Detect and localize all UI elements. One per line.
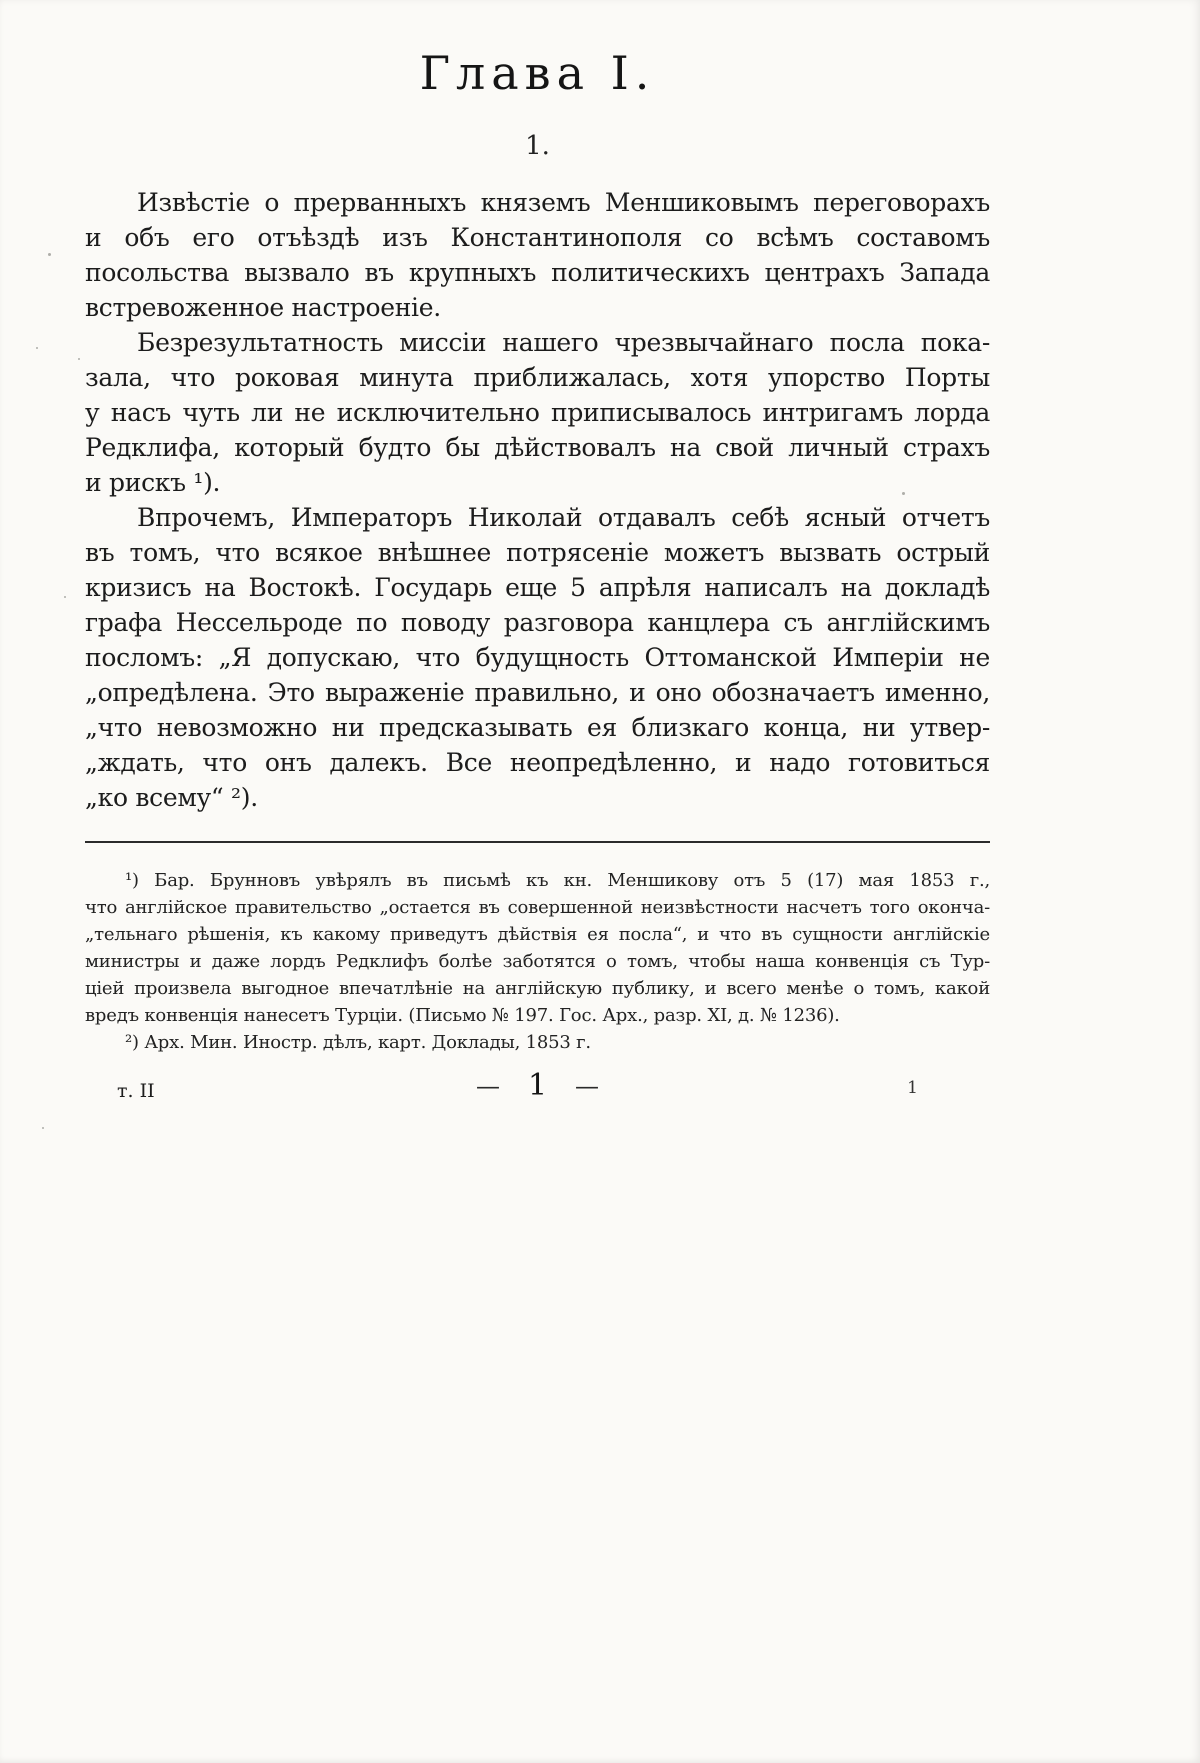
text-line: Безрезультатность миссіи нашего чрезвычайнаго посла пока- — [137, 328, 990, 358]
scan-speck — [36, 347, 38, 349]
paragraph — [85, 500, 990, 815]
scan-speck — [78, 358, 80, 360]
text-line: Редклифа, который будто бы дѣйствовалъ на свой личный страхъ — [85, 433, 990, 463]
text-line: ¹) Бар. Брунновъ увѣрялъ въ письмѣ къ кн. Меншикову отъ 5 (17) мая 1853 г., — [125, 870, 990, 892]
text-line: „ждать, что онъ далекъ. Все неопредѣленно, и надо готовиться — [85, 748, 990, 778]
text-line: что англійское правительство „остается въ совершенной неизвѣстности насчетъ того оконча- — [85, 897, 990, 919]
text-line: посломъ: „Я допускаю, что будущность Оттоманской Имперіи не — [85, 643, 990, 673]
footnote-separator-rule — [85, 841, 990, 843]
em-dash-left: — — [475, 1071, 500, 1100]
footnotes — [85, 867, 990, 1056]
em-dash-right: — — [575, 1071, 600, 1100]
corner-page-number: 1 — [907, 1078, 918, 1098]
text-line: зала, что роковая минута приближалась, хотя упорство Порты — [85, 363, 990, 393]
text-line: ціей произвела выгодное впечатлѣніе на англійскую публику, и всего менѣе о томъ, какой — [85, 978, 990, 1000]
text-line: ²) Арх. Мин. Иностр. дѣлъ, карт. Доклады, 1853 г. — [125, 1032, 591, 1054]
scan-speck — [902, 492, 905, 495]
paragraph — [85, 185, 990, 325]
text-line: и рискъ ¹). — [85, 468, 221, 498]
text-line: кризисъ на Востокѣ. Государь еще 5 апрѣля написалъ на докладѣ — [85, 573, 990, 603]
text-line: Извѣстіе о прерванныхъ княземъ Меншиковымъ переговорахъ — [137, 188, 990, 218]
text-column — [85, 0, 990, 1056]
text-line: Впрочемъ, Императоръ Николай отдавалъ себѣ ясный отчетъ — [137, 503, 990, 533]
volume-label: т. II — [117, 1080, 155, 1102]
section-number: 1. — [525, 131, 550, 162]
paragraph — [85, 325, 990, 500]
text-line: встревоженное настроеніе. — [85, 293, 441, 323]
text-line: „опредѣлена. Это выраженіе правильно, и оно обозначаетъ именно, — [85, 678, 990, 708]
footnote — [85, 867, 990, 1029]
text-line: и объ его отъѣздѣ изъ Константинополя со всѣмъ составомъ — [85, 223, 990, 253]
text-line: вредъ конвенція нанесетъ Турціи. (Письмо № 197. Гос. Арх., разр. XI, д. № 1236). — [85, 1005, 840, 1027]
text-line: „что невозможно ни предсказывать ея близкаго конца, ни утвер- — [85, 713, 990, 743]
text-line: графа Нессельроде по поводу разговора канцлера съ англійскимъ — [85, 608, 990, 638]
scan-speck — [64, 596, 66, 598]
text-line: посольства вызвало въ крупныхъ политическихъ центрахъ Запада — [85, 258, 990, 288]
chapter-title: Глава I. — [419, 46, 656, 100]
text-line: въ томъ, что всякое внѣшнее потрясеніе можетъ вызвать острый — [85, 538, 990, 568]
text-line: министры и даже лордъ Редклифъ болѣе заботятся о томъ, чтобы наша конвенція съ Тур- — [85, 951, 990, 973]
scan-speck — [42, 1127, 44, 1129]
text-line: у насъ чуть ли не исключительно приписывалось интригамъ лорда — [85, 398, 990, 428]
text-line: „ко всему“ ²). — [85, 783, 258, 813]
page-number: 1 — [527, 1068, 548, 1103]
scan-speck — [48, 253, 51, 256]
footnote — [85, 1029, 990, 1056]
page-footer — [85, 1068, 990, 1112]
text-line: „тельнаго рѣшенія, къ какому приведутъ дѣйствія ея посла“, и что въ сущности англійскіе — [85, 924, 990, 946]
page-number-block — [476, 1068, 599, 1103]
body-text — [85, 185, 990, 815]
